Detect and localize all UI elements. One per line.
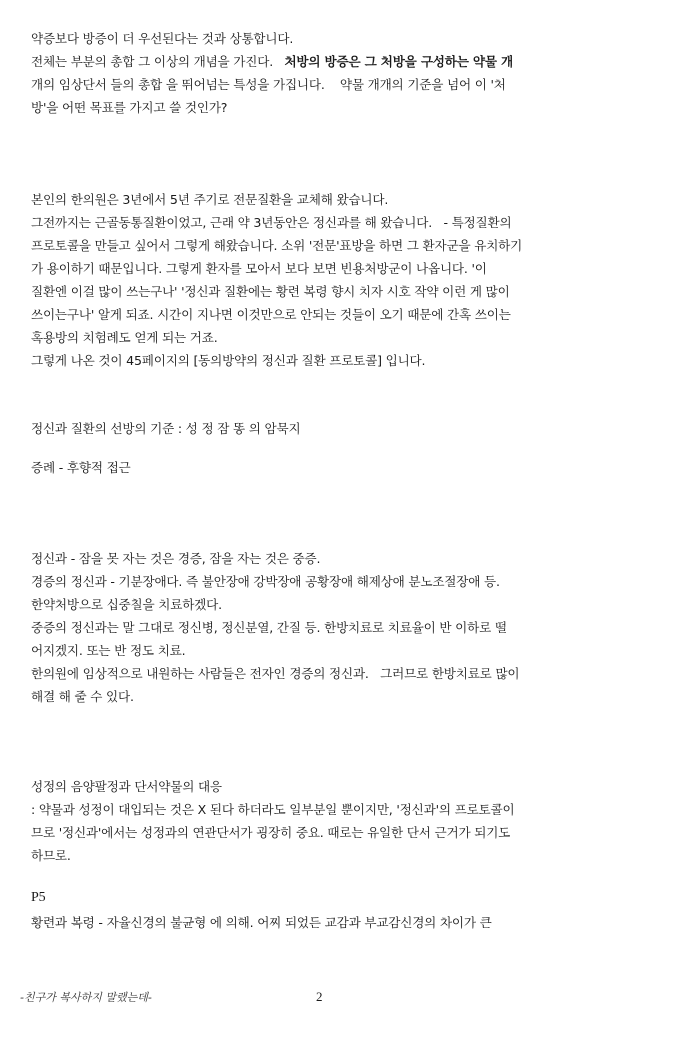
- text-line: [31, 350, 676, 372]
- text-span: 하므로.: [31, 848, 71, 863]
- text-span: 본인의 한의원은 3년에서 5년 주기로 전문질환을 교체해 왔습니다.: [31, 192, 389, 207]
- text-line: [31, 799, 676, 821]
- text-line: [31, 640, 676, 662]
- text-span: 방'을 어떤 목표를 가지고 쓸 것인가?: [31, 100, 228, 115]
- text-span: 성정의 음양팔정과 단서약물의 대응: [31, 779, 222, 794]
- text-line: [31, 822, 676, 844]
- handwritten-note: -친구가 복사하지 말랬는데-: [20, 991, 152, 1004]
- text-line: [31, 281, 676, 303]
- text-line: [31, 189, 676, 211]
- text-span: 약증보다 방증이 더 우선된다는 것과 상통합니다.: [31, 31, 294, 46]
- text-span: 한약처방으로 십중칠을 치료하겠다.: [31, 597, 222, 612]
- text-line: [31, 686, 676, 708]
- text-line: [31, 776, 676, 798]
- text-line: [31, 457, 676, 479]
- text-line: [31, 327, 676, 349]
- text-line: [31, 304, 676, 326]
- text-span: 경증의 정신과 - 기분장애다. 즉 불안장애 강박장애 공황장애 해제상애 분노조절장애 등.: [31, 574, 500, 589]
- text-line: [31, 74, 676, 96]
- text-span: 전체는 부분의 총합 그 이상의 개념을 가진다.: [31, 54, 274, 69]
- text-span: 해결 해 줄 수 있다.: [31, 689, 134, 704]
- text-span: 중증의 정신과는 말 그대로 정신병, 정신분열, 간질 등. 한방치료로 치료율이 반 이하로 떨: [31, 620, 507, 635]
- text-line: [31, 571, 676, 593]
- text-span: 그러므로 한방치료로 많이: [380, 666, 520, 681]
- text-span: 질환엔 이걸 많이 쓰는구나' '정신과 질환에는 황련 복령 향시 치자 시호 작약 이런 게 많이: [31, 284, 510, 299]
- text-span: 가 용이하기 때문입니다. 그렇게 환자를 모아서 보다 보면 빈용처방군이 나옵니다. '이: [31, 261, 487, 276]
- text-span: 프로토콜을 만들고 싶어서 그렇게 해왔습니다. 소위 '전문'표방을 하면 그 환자군을 유치하기: [31, 238, 523, 253]
- text-line: [31, 617, 676, 639]
- text-line: [31, 912, 676, 934]
- text-line: [31, 418, 676, 440]
- text-span: 황련과 복령 - 자율신경의 불균형 에 의해. 어찌 되었든 교감과 부교감신경의 차이가 큰: [31, 915, 492, 930]
- text-span: 므로 '정신과'에서는 성정과의 연관단서가 굉장히 중요. 때로는 유일한 단서 근거가 되기도: [31, 825, 511, 840]
- text-line: [31, 845, 676, 867]
- text-span: 한의원에 임상적으로 내원하는 사람들은 전자인 경증의 정신과.: [31, 666, 369, 681]
- text-line: [31, 548, 676, 570]
- page-number: 2: [316, 989, 323, 1004]
- text-span: - 특정질환의: [443, 215, 512, 230]
- text-span: 혹용방의 치험례도 얻게 되는 거죠.: [31, 330, 218, 345]
- text-line: [31, 28, 676, 50]
- text-span: 그전까지는 근골동통질환이었고, 근래 약 3년동안은 정신과를 해 왔습니다.: [31, 215, 433, 230]
- text-span: : 약물과 성정이 대입되는 것은 X 된다 하더라도 일부분일 뿐이지만, '정신과'의 프로토콜이: [31, 802, 515, 817]
- text-line: [31, 97, 676, 119]
- text-span: 그렇게 나온 것이 45페이지의 [동의방약의 정신과 질환 프로토콜] 입니다.: [31, 353, 426, 368]
- section-label: [31, 887, 676, 909]
- text-line: [31, 51, 676, 73]
- text-span: P5: [31, 890, 46, 905]
- text-line: [31, 212, 676, 234]
- text-span: 증례 - 후향적 접근: [31, 460, 131, 475]
- text-span: 약물 개개의 기준을 넘어 이 '처: [339, 77, 506, 92]
- text-line: [31, 594, 676, 616]
- bold-text-span: 처방의 방증은 그 처방을 구성하는 약물 개: [284, 54, 513, 69]
- text-line: [31, 235, 676, 257]
- text-span: 정신과 질환의 선방의 기준 : 성 정 잠 똥 의 암묵지: [31, 421, 301, 436]
- text-span: 정신과 - 잠을 못 자는 것은 경증, 잠을 자는 것은 중증.: [31, 551, 321, 566]
- text-line: [31, 258, 676, 280]
- text-line: [31, 663, 676, 685]
- text-span: 개의 임상단서 들의 총합 을 뛰어넘는 특성을 가집니다.: [31, 77, 325, 92]
- text-span: 어지겠지. 또는 반 정도 치료.: [31, 643, 186, 658]
- text-span: 쓰이는구나' 알게 되죠. 시간이 지나면 이것만으로 안되는 것들이 오기 때문에 간혹 쓰이는: [31, 307, 511, 322]
